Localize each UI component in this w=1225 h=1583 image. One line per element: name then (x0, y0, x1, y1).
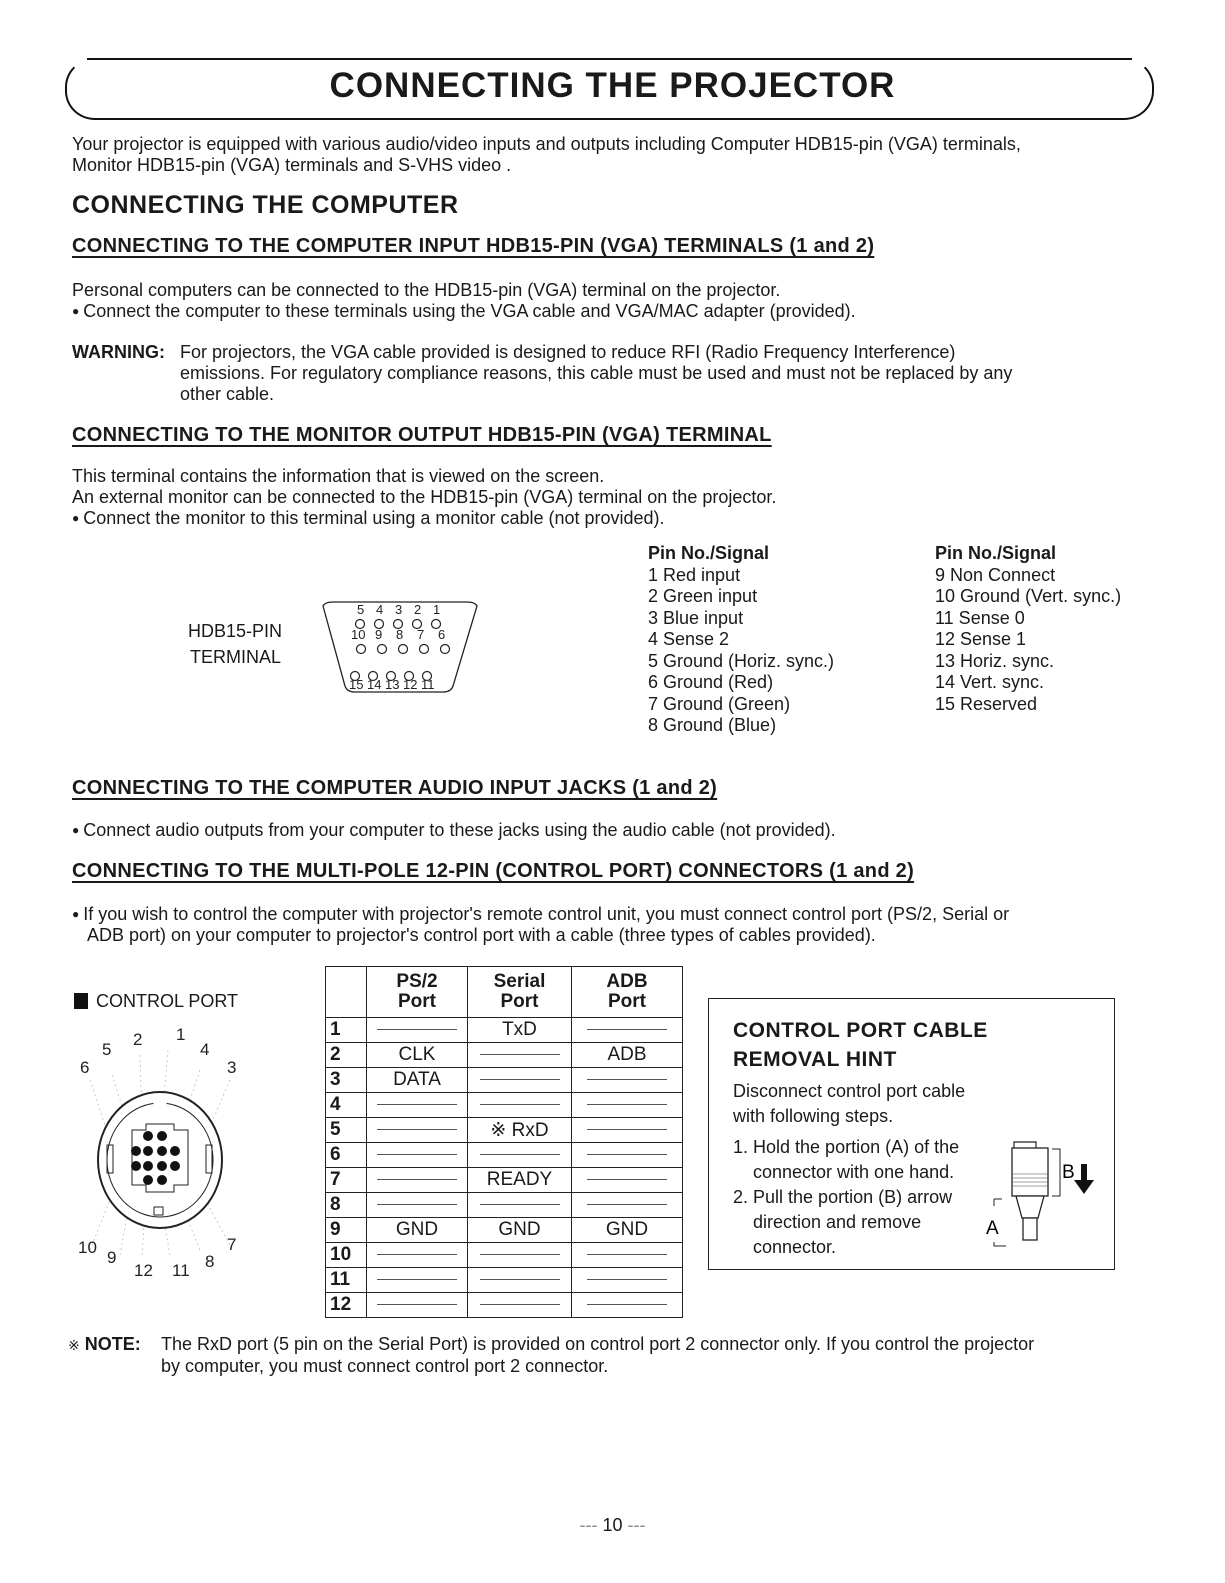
empty-cell (572, 1168, 683, 1193)
empty-cell (468, 1193, 572, 1218)
pin-number-cell: 8 (326, 1193, 367, 1218)
dash-line (480, 1154, 560, 1155)
signal-cell: ADB (572, 1043, 683, 1068)
dash-line (587, 1254, 667, 1255)
reference-mark-icon: ※ (68, 1337, 80, 1353)
vga-pin-number: 1 (433, 602, 441, 617)
dash-line (587, 1279, 667, 1280)
pin-number-cell: 11 (326, 1268, 367, 1293)
vga-pin-number: 5 (357, 602, 365, 617)
table-corner (326, 967, 367, 1018)
vga-pin-number: 8 (396, 627, 404, 642)
vga-pin-number: 6 (438, 627, 446, 642)
vga-pin-hole (399, 645, 408, 654)
dash-line (480, 1279, 560, 1280)
vga-pin-hole (420, 645, 429, 654)
vga-pin-number: 15 (349, 677, 364, 692)
vga-pin-hole (378, 645, 387, 654)
hint-step-2-line-1: 2. Pull the portion (B) arrow (733, 1187, 953, 1207)
pin-signal-item: 3 Blue input (648, 607, 744, 628)
column-header (572, 967, 683, 1018)
note-line-2: by computer, you must connect control port 2 connector. (161, 1356, 609, 1376)
empty-cell (572, 1093, 683, 1118)
heading-control-port: CONNECTING TO THE MULTI-POLE 12-PIN (CONTROL PORT) CONNECTORS (1 and 2) (72, 860, 915, 882)
dash-line (587, 1079, 667, 1080)
vga-pin-number: 14 (367, 677, 382, 692)
empty-cell (572, 1118, 683, 1143)
empty-cell (468, 1243, 572, 1268)
dash-line (377, 1104, 457, 1105)
section-heading-computer: CONNECTING THE COMPUTER (72, 191, 459, 219)
monitor-line-1: This terminal contains the information that is viewed on the screen. (72, 466, 605, 486)
empty-cell (367, 1243, 468, 1268)
page-title: CONNECTING THE PROJECTOR (329, 66, 896, 105)
removal-hint-box (708, 998, 1115, 1270)
terminal-label-1: HDB15-PIN (188, 621, 283, 641)
pin-number-cell: 10 (326, 1243, 367, 1268)
signal-cell: DATA (367, 1068, 468, 1093)
control-port-label-text: CONTROL PORT (96, 991, 239, 1011)
page-number: --- 10 --- (579, 1515, 646, 1535)
pin-list-right (935, 543, 1121, 715)
input-text: Personal computers can be connected to the HDB15-pin (VGA) terminal on the projector. (72, 280, 781, 300)
empty-cell (367, 1193, 468, 1218)
control-bullet-line-2: ADB port) on your computer to projector's control port with a cable (three types of cables provided). (87, 925, 876, 945)
pin-number-cell: 7 (326, 1168, 367, 1193)
hint-step-1-line-1: 1. Hold the portion (A) of the (733, 1137, 960, 1157)
vga-pin-number: 13 (385, 677, 400, 692)
control-bullet-line-1: ● If you wish to control the computer with projector's remote control unit, you must connect control port (PS/2, Serial or (72, 904, 1009, 925)
dash-line (377, 1254, 457, 1255)
table-row (326, 1143, 683, 1168)
dash-line (480, 1304, 560, 1305)
signal-cell: READY (468, 1168, 572, 1193)
vga-pin-number: 3 (395, 602, 403, 617)
dash-line (377, 1129, 457, 1130)
pin-number-cell: 9 (326, 1218, 367, 1243)
vga-pin-hole (441, 645, 450, 654)
empty-cell (468, 1293, 572, 1318)
table-row (326, 1068, 683, 1093)
column-header-line: PS/2 (396, 971, 438, 992)
vga-pin-number: 9 (375, 627, 383, 642)
control-port-pin-number: 8 (205, 1252, 215, 1271)
column-header-line: Serial (493, 971, 546, 992)
hint-intro-1: Disconnect control port cable (733, 1081, 966, 1101)
control-port-pin-number: 9 (107, 1248, 117, 1267)
empty-cell (367, 1143, 468, 1168)
empty-cell (367, 1118, 468, 1143)
monitor-bullet: ● Connect the monitor to this terminal using a monitor cable (not provided). (72, 508, 665, 529)
empty-cell (572, 1068, 683, 1093)
pin-list-header: Pin No./Signal (935, 543, 1057, 563)
dash-line (480, 1054, 560, 1055)
label-a: A (986, 1218, 999, 1239)
vga-pin-number: 7 (417, 627, 425, 642)
pin-signal-item: 12 Sense 1 (935, 629, 1027, 649)
empty-cell (572, 1268, 683, 1293)
heading-audio-input: CONNECTING TO THE COMPUTER AUDIO INPUT JACKS (1 and 2) (72, 777, 718, 799)
monitor-line-2: An external monitor can be connected to the HDB15-pin (VGA) terminal on the projector. (72, 487, 777, 507)
pin-number-cell: 4 (326, 1093, 367, 1118)
page-number-text: 10 (602, 1515, 623, 1535)
empty-cell (572, 1293, 683, 1318)
table-row (326, 1193, 683, 1218)
empty-cell (572, 1143, 683, 1168)
pin-number-cell: 1 (326, 1018, 367, 1043)
warning-line-2: emissions. For regulatory compliance reasons, this cable must be used and must not be replaced by any (180, 363, 1013, 383)
empty-cell (572, 1193, 683, 1218)
control-port-pin-number: 3 (227, 1058, 237, 1077)
table-row (326, 1018, 683, 1043)
audio-bullet: ● Connect audio outputs from your computer to these jacks using the audio cable (not provided). (72, 820, 836, 841)
signal-cell: CLK (367, 1043, 468, 1068)
mini-din-12-pin-diagram (70, 1020, 260, 1290)
control-port-pin-number: 10 (78, 1238, 97, 1257)
pin-signal-item: 6 Ground (Red) (648, 672, 774, 692)
dash-line (377, 1304, 457, 1305)
vga-pin-number: 4 (376, 602, 384, 617)
table-row (326, 1043, 683, 1068)
vga-pin-number: 10 (351, 627, 366, 642)
pin-signal-item: 10 Ground (Vert. sync.) (935, 586, 1122, 606)
note-line-1: The RxD port (5 pin on the Serial Port) is provided on control port 2 connector only. If you control the projector (161, 1334, 1035, 1354)
terminal-label-2: TERMINAL (190, 647, 282, 667)
control-port-table (325, 966, 683, 1318)
hint-intro-2: with following steps. (733, 1106, 894, 1126)
pin-signal-item: 7 Ground (Green) (648, 693, 791, 714)
table-row (326, 1268, 683, 1293)
connector-removal-illustration (984, 1134, 1109, 1259)
empty-cell (367, 1293, 468, 1318)
heading-computer-input: CONNECTING TO THE COMPUTER INPUT HDB15-PIN (VGA) TERMINALS (1 and 2) (72, 235, 875, 257)
signal-cell: TxD (468, 1018, 572, 1043)
empty-cell (468, 1143, 572, 1168)
hint-step-2-line-3: connector. (753, 1237, 837, 1257)
pin-number-cell: 3 (326, 1068, 367, 1093)
warning-line-3: other cable. (180, 384, 275, 404)
control-port-pin-number: 2 (133, 1030, 143, 1049)
pin-list-header: Pin No./Signal (648, 543, 770, 563)
dash-line (587, 1104, 667, 1105)
column-header (367, 967, 468, 1018)
empty-cell (367, 1018, 468, 1043)
empty-cell (468, 1093, 572, 1118)
pin-number-cell: 12 (326, 1293, 367, 1318)
table-row (326, 1118, 683, 1143)
dash-line (480, 1079, 560, 1080)
table-row (326, 1293, 683, 1318)
dash-line (377, 1204, 457, 1205)
hint-step-2-line-2: direction and remove (753, 1212, 922, 1232)
input-bullet: ● Connect the computer to these terminals using the VGA cable and VGA/MAC adapter (provided). (72, 301, 856, 322)
control-port-pin-number: 12 (134, 1261, 153, 1280)
pin-signal-item: 5 Ground (Horiz. sync.) (648, 650, 835, 671)
table-row (326, 1093, 683, 1118)
control-port-pin-number: 7 (227, 1235, 237, 1254)
square-bullet-icon (74, 993, 88, 1009)
control-port-pin-number: 1 (176, 1025, 186, 1044)
vga-pin-number: 11 (421, 677, 435, 692)
control-port-pin-number: 11 (172, 1261, 190, 1280)
dash-line (377, 1154, 457, 1155)
dash-line (480, 1204, 560, 1205)
pin-number-cell: 2 (326, 1043, 367, 1068)
pin-signal-item: 4 Sense 2 (648, 629, 730, 649)
control-port-pin-number: 6 (80, 1058, 90, 1077)
empty-cell (572, 1243, 683, 1268)
pin-signal-item: 1 Red input (648, 564, 741, 585)
note-label (68, 1334, 141, 1356)
vga-pin-hole (357, 645, 366, 654)
empty-cell (367, 1093, 468, 1118)
warning-label: WARNING: (72, 342, 165, 362)
empty-cell (367, 1268, 468, 1293)
control-port-label (74, 991, 238, 1012)
pin-signal-item: 11 Sense 0 (935, 607, 1025, 628)
vga-connector-diagram (315, 600, 485, 695)
label-b: B (1062, 1162, 1075, 1183)
pin-signal-item: 15 Reserved (935, 693, 1038, 714)
hint-step-1-line-2: connector with one hand. (753, 1162, 955, 1182)
column-header-line: Port (500, 991, 539, 1012)
table-row (326, 1218, 683, 1243)
intro-line-2: Monitor HDB15-pin (VGA) terminals and S-VHS video . (72, 155, 512, 175)
empty-cell (367, 1168, 468, 1193)
dash-line (587, 1204, 667, 1205)
empty-cell (468, 1268, 572, 1293)
dash-line (587, 1179, 667, 1180)
control-port-pin-number: 5 (102, 1040, 112, 1059)
pin-signal-item: 14 Vert. sync. (935, 672, 1045, 692)
dash-line (480, 1104, 560, 1105)
pin-number-cell: 5 (326, 1118, 367, 1143)
dash-line (587, 1029, 667, 1030)
control-port-pin-number: 4 (200, 1040, 210, 1059)
dash-line (377, 1179, 457, 1180)
vga-pin-number: 2 (414, 602, 422, 617)
intro-line-1: Your projector is equipped with various audio/video inputs and outputs including Computer HDB15-pin (VGA) terminals, (72, 134, 1021, 154)
column-header-line: Port (398, 991, 436, 1012)
signal-cell: GND (468, 1218, 572, 1243)
pin-signal-item: 2 Green input (648, 586, 758, 606)
table-row (326, 1168, 683, 1193)
signal-cell: ※ RxD (468, 1118, 572, 1143)
down-arrow-icon (1074, 1164, 1094, 1194)
pin-signal-item: 8 Ground (Blue) (648, 715, 777, 735)
dash-line (587, 1154, 667, 1155)
signal-cell: GND (572, 1218, 683, 1243)
table-row (326, 1243, 683, 1268)
hint-title-2: REMOVAL HINT (733, 1048, 897, 1071)
dash-line (587, 1129, 667, 1130)
dash-line (377, 1279, 457, 1280)
dash-line (587, 1304, 667, 1305)
pin-signal-item: 13 Horiz. sync. (935, 650, 1055, 671)
column-header-line: Port (608, 991, 646, 1012)
signal-cell: GND (367, 1218, 468, 1243)
empty-cell (572, 1018, 683, 1043)
empty-cell (468, 1068, 572, 1093)
dash-line (480, 1254, 560, 1255)
heading-monitor-output: CONNECTING TO THE MONITOR OUTPUT HDB15-PIN (VGA) TERMINAL (72, 424, 772, 446)
pin-number-cell: 6 (326, 1143, 367, 1168)
column-header (468, 967, 572, 1018)
pin-signal-item: 9 Non Connect (935, 564, 1056, 585)
pin-list-left (648, 543, 834, 737)
empty-cell (468, 1043, 572, 1068)
warning-line-1: For projectors, the VGA cable provided is designed to reduce RFI (Radio Frequency Interference) (180, 342, 956, 362)
dash-line (377, 1029, 457, 1030)
vga-pin-number: 12 (403, 677, 418, 692)
note-label-text: NOTE: (84, 1334, 141, 1354)
column-header-line: ADB (606, 971, 648, 992)
hint-title-1: CONTROL PORT CABLE (733, 1019, 988, 1042)
